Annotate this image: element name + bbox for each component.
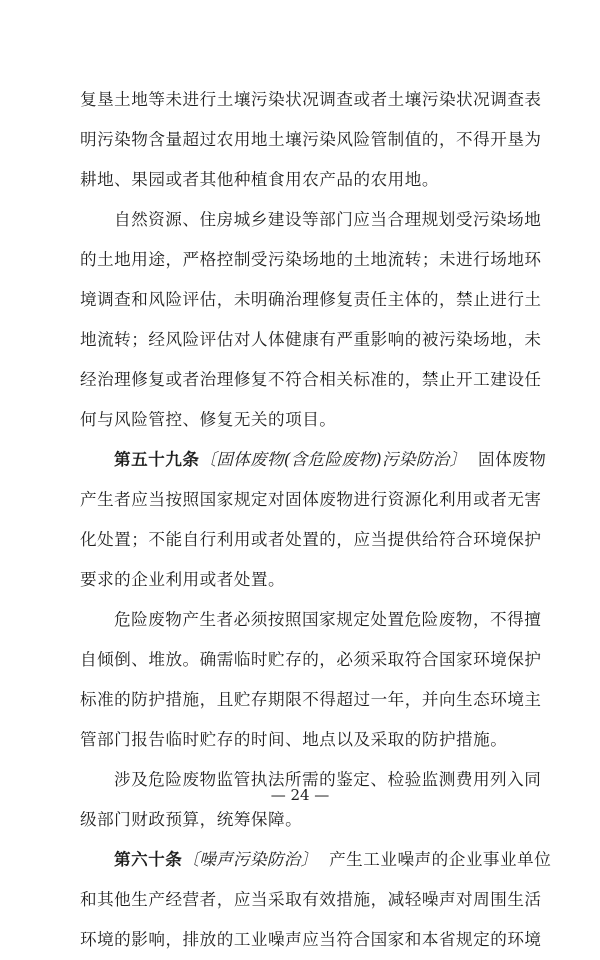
paragraph-line: 要求的企业利用或者处置。 — [80, 570, 286, 589]
paragraph-line: 级部门财政预算，统筹保障。 — [80, 810, 303, 829]
paragraph-line: 管部门报告临时贮存的时间、地点以及采取的防护措施。 — [80, 730, 508, 749]
article-59-heading-line — [80, 440, 547, 480]
paragraph-line: 产生者应当按照国家规定对固体废物进行资源化利用或者无害 — [80, 490, 542, 509]
paragraph-line: 境调查和风险评估，未明确治理修复责任主体的，禁止进行土 — [80, 290, 542, 309]
paragraph-line: 化处置；不能自行利用或者处置的，应当提供给符合环境保护 — [80, 530, 542, 549]
paragraph-line: 涉及危险废物监管执法所需的鉴定、检验监测费用列入同 — [114, 770, 542, 789]
article-60-title: 第六十条 — [114, 850, 183, 869]
article-59-text-start: 固体废物 — [477, 450, 547, 469]
paragraph-line: 何与风险管控、修复无关的项目。 — [80, 410, 337, 429]
paragraph-line: 和其他生产经营者，应当采取有效措施，减轻噪声对周围生活 — [80, 890, 542, 909]
article-60-topic: 〔噪声污染防治〕 — [182, 850, 318, 869]
article-60-heading-line — [80, 840, 552, 880]
article-59-title: 第五十九条 — [114, 450, 200, 469]
paragraph-line: 危险废物产生者必须按照国家规定处置危险废物，不得擅 — [114, 610, 542, 629]
paragraph-line: 明污染物含量超过农用地土壤污染风险管制值的，不得开垦为 — [80, 130, 542, 149]
paragraph-line: 复垦土地等未进行土壤污染状况调查或者土壤污染状况调查表 — [80, 90, 542, 109]
paragraph-line: 地流转；经风险评估对人体健康有严重影响的被污染场地，未 — [80, 330, 542, 349]
paragraph-line: 经治理修复或者治理修复不符合相关标准的，禁止开工建设任 — [80, 370, 542, 389]
article-59-topic: 〔固体废物(含危险废物)污染防治〕 — [199, 450, 467, 469]
paragraph-line: 耕地、果园或者其他种植食用农产品的农用地。 — [80, 170, 439, 189]
paragraph-line: 自然资源、住房城乡建设等部门应当合理规划受污染场地 — [114, 210, 542, 229]
paragraph-line: 标准的防护措施，且贮存期限不得超过一年，并向生态环境主 — [80, 690, 542, 709]
paragraph-line: 自倾倒、堆放。确需临时贮存的，必须采取符合国家环境保护 — [80, 650, 542, 669]
paragraph-line: 的土地用途，严格控制受污染场地的土地流转；未进行场地环 — [80, 250, 542, 269]
body-text — [80, 80, 552, 960]
page-number: — 24 — — [270, 786, 330, 804]
article-60-text-start: 产生工业噪声的企业事业单位 — [329, 850, 552, 869]
paragraph-line: 环境的影响，排放的工业噪声应当符合国家和本省规定的环境 — [80, 930, 542, 949]
